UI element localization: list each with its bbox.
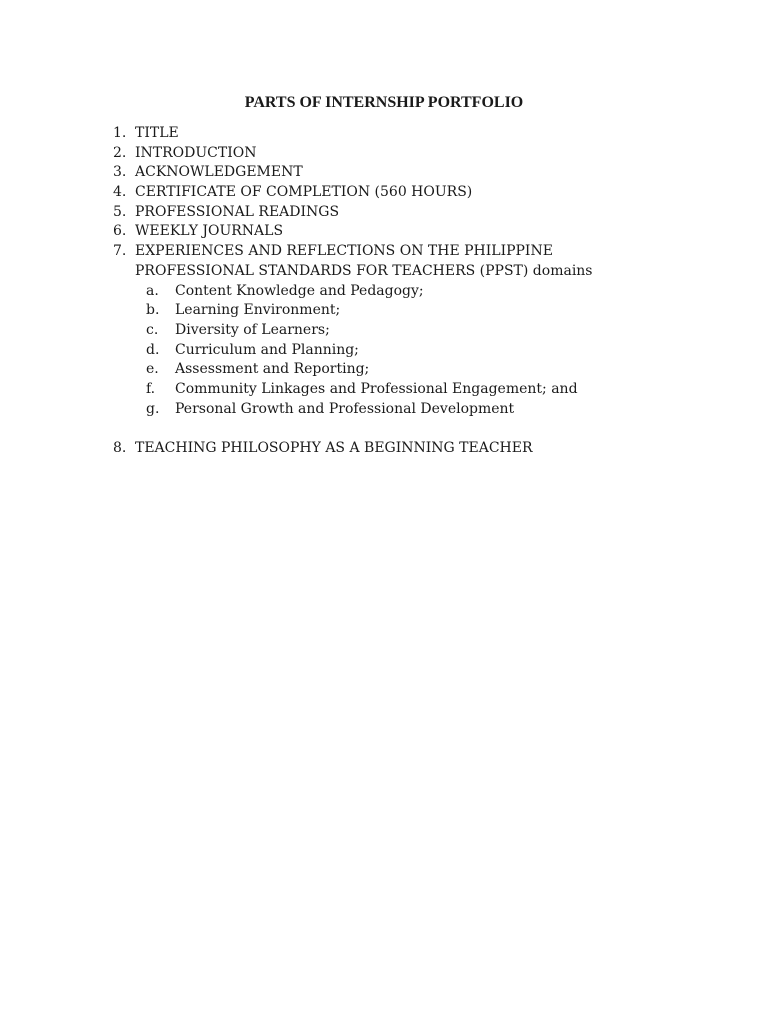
sub-list-item xyxy=(0,321,768,341)
sub-list-item-text: Diversity of Learners; xyxy=(175,322,330,338)
list-item xyxy=(0,439,768,459)
list-item xyxy=(0,183,768,203)
document-title: PARTS OF INTERNSHIP PORTFOLIO xyxy=(244,94,524,111)
sub-list-item-letter: b. xyxy=(146,302,160,318)
sub-list-item xyxy=(0,360,768,380)
list-item xyxy=(0,163,768,183)
list-item-text: PROFESSIONAL READINGS xyxy=(135,204,340,220)
sub-list-item-letter: c. xyxy=(146,322,159,338)
list-item-number: 2. xyxy=(113,145,127,161)
list-item xyxy=(0,242,768,282)
list-item xyxy=(0,144,768,164)
sub-list-item-text: Curriculum and Planning; xyxy=(175,342,359,358)
list-item-number: 3. xyxy=(113,164,127,180)
sub-list-item xyxy=(0,301,768,321)
list-item-number: 5. xyxy=(113,204,127,220)
list-item-text: WEEKLY JOURNALS xyxy=(135,223,284,239)
list-item-text: INTRODUCTION xyxy=(135,145,257,161)
list-item xyxy=(0,124,768,144)
list-item-text: CERTIFICATE OF COMPLETION (560 HOURS) xyxy=(135,184,473,200)
list-item-text: TITLE xyxy=(135,125,179,141)
sub-list-item-text: Learning Environment; xyxy=(175,302,341,318)
sub-list-item-letter: g. xyxy=(146,401,160,417)
sub-list-item xyxy=(0,282,768,302)
sub-list-item xyxy=(0,400,768,420)
list-item xyxy=(0,203,768,223)
sub-list-item-text: Community Linkages and Professional Engagement; and xyxy=(175,381,578,397)
sub-list-item-letter: e. xyxy=(146,361,159,377)
list-item-text: EXPERIENCES AND REFLECTIONS ON THE PHILIPPINE xyxy=(135,243,553,259)
sub-list-item xyxy=(0,341,768,361)
list-item-number: 1. xyxy=(113,125,127,141)
list-item-number: 7. xyxy=(113,243,127,259)
sub-list-item xyxy=(0,380,768,400)
list-item-number: 4. xyxy=(113,184,127,200)
sub-list-item-letter: f. xyxy=(146,381,156,397)
list-item-text: ACKNOWLEDGEMENT xyxy=(135,164,303,180)
sub-list-item-letter: d. xyxy=(146,342,160,358)
sub-list-item-letter: a. xyxy=(146,283,159,299)
sub-list-item-text: Personal Growth and Professional Development xyxy=(175,401,515,417)
list-item-number: 8. xyxy=(113,440,127,456)
list-item-number: 6. xyxy=(113,223,127,239)
sub-list-item-text: Assessment and Reporting; xyxy=(175,361,370,377)
list-item-text-continued: PROFESSIONAL STANDARDS FOR TEACHERS (PPST) domains xyxy=(135,263,593,279)
list-item xyxy=(0,222,768,242)
list-item-text: TEACHING PHILOSOPHY AS A BEGINNING TEACHER xyxy=(135,440,533,456)
sub-list-item-text: Content Knowledge and Pedagogy; xyxy=(175,283,424,299)
